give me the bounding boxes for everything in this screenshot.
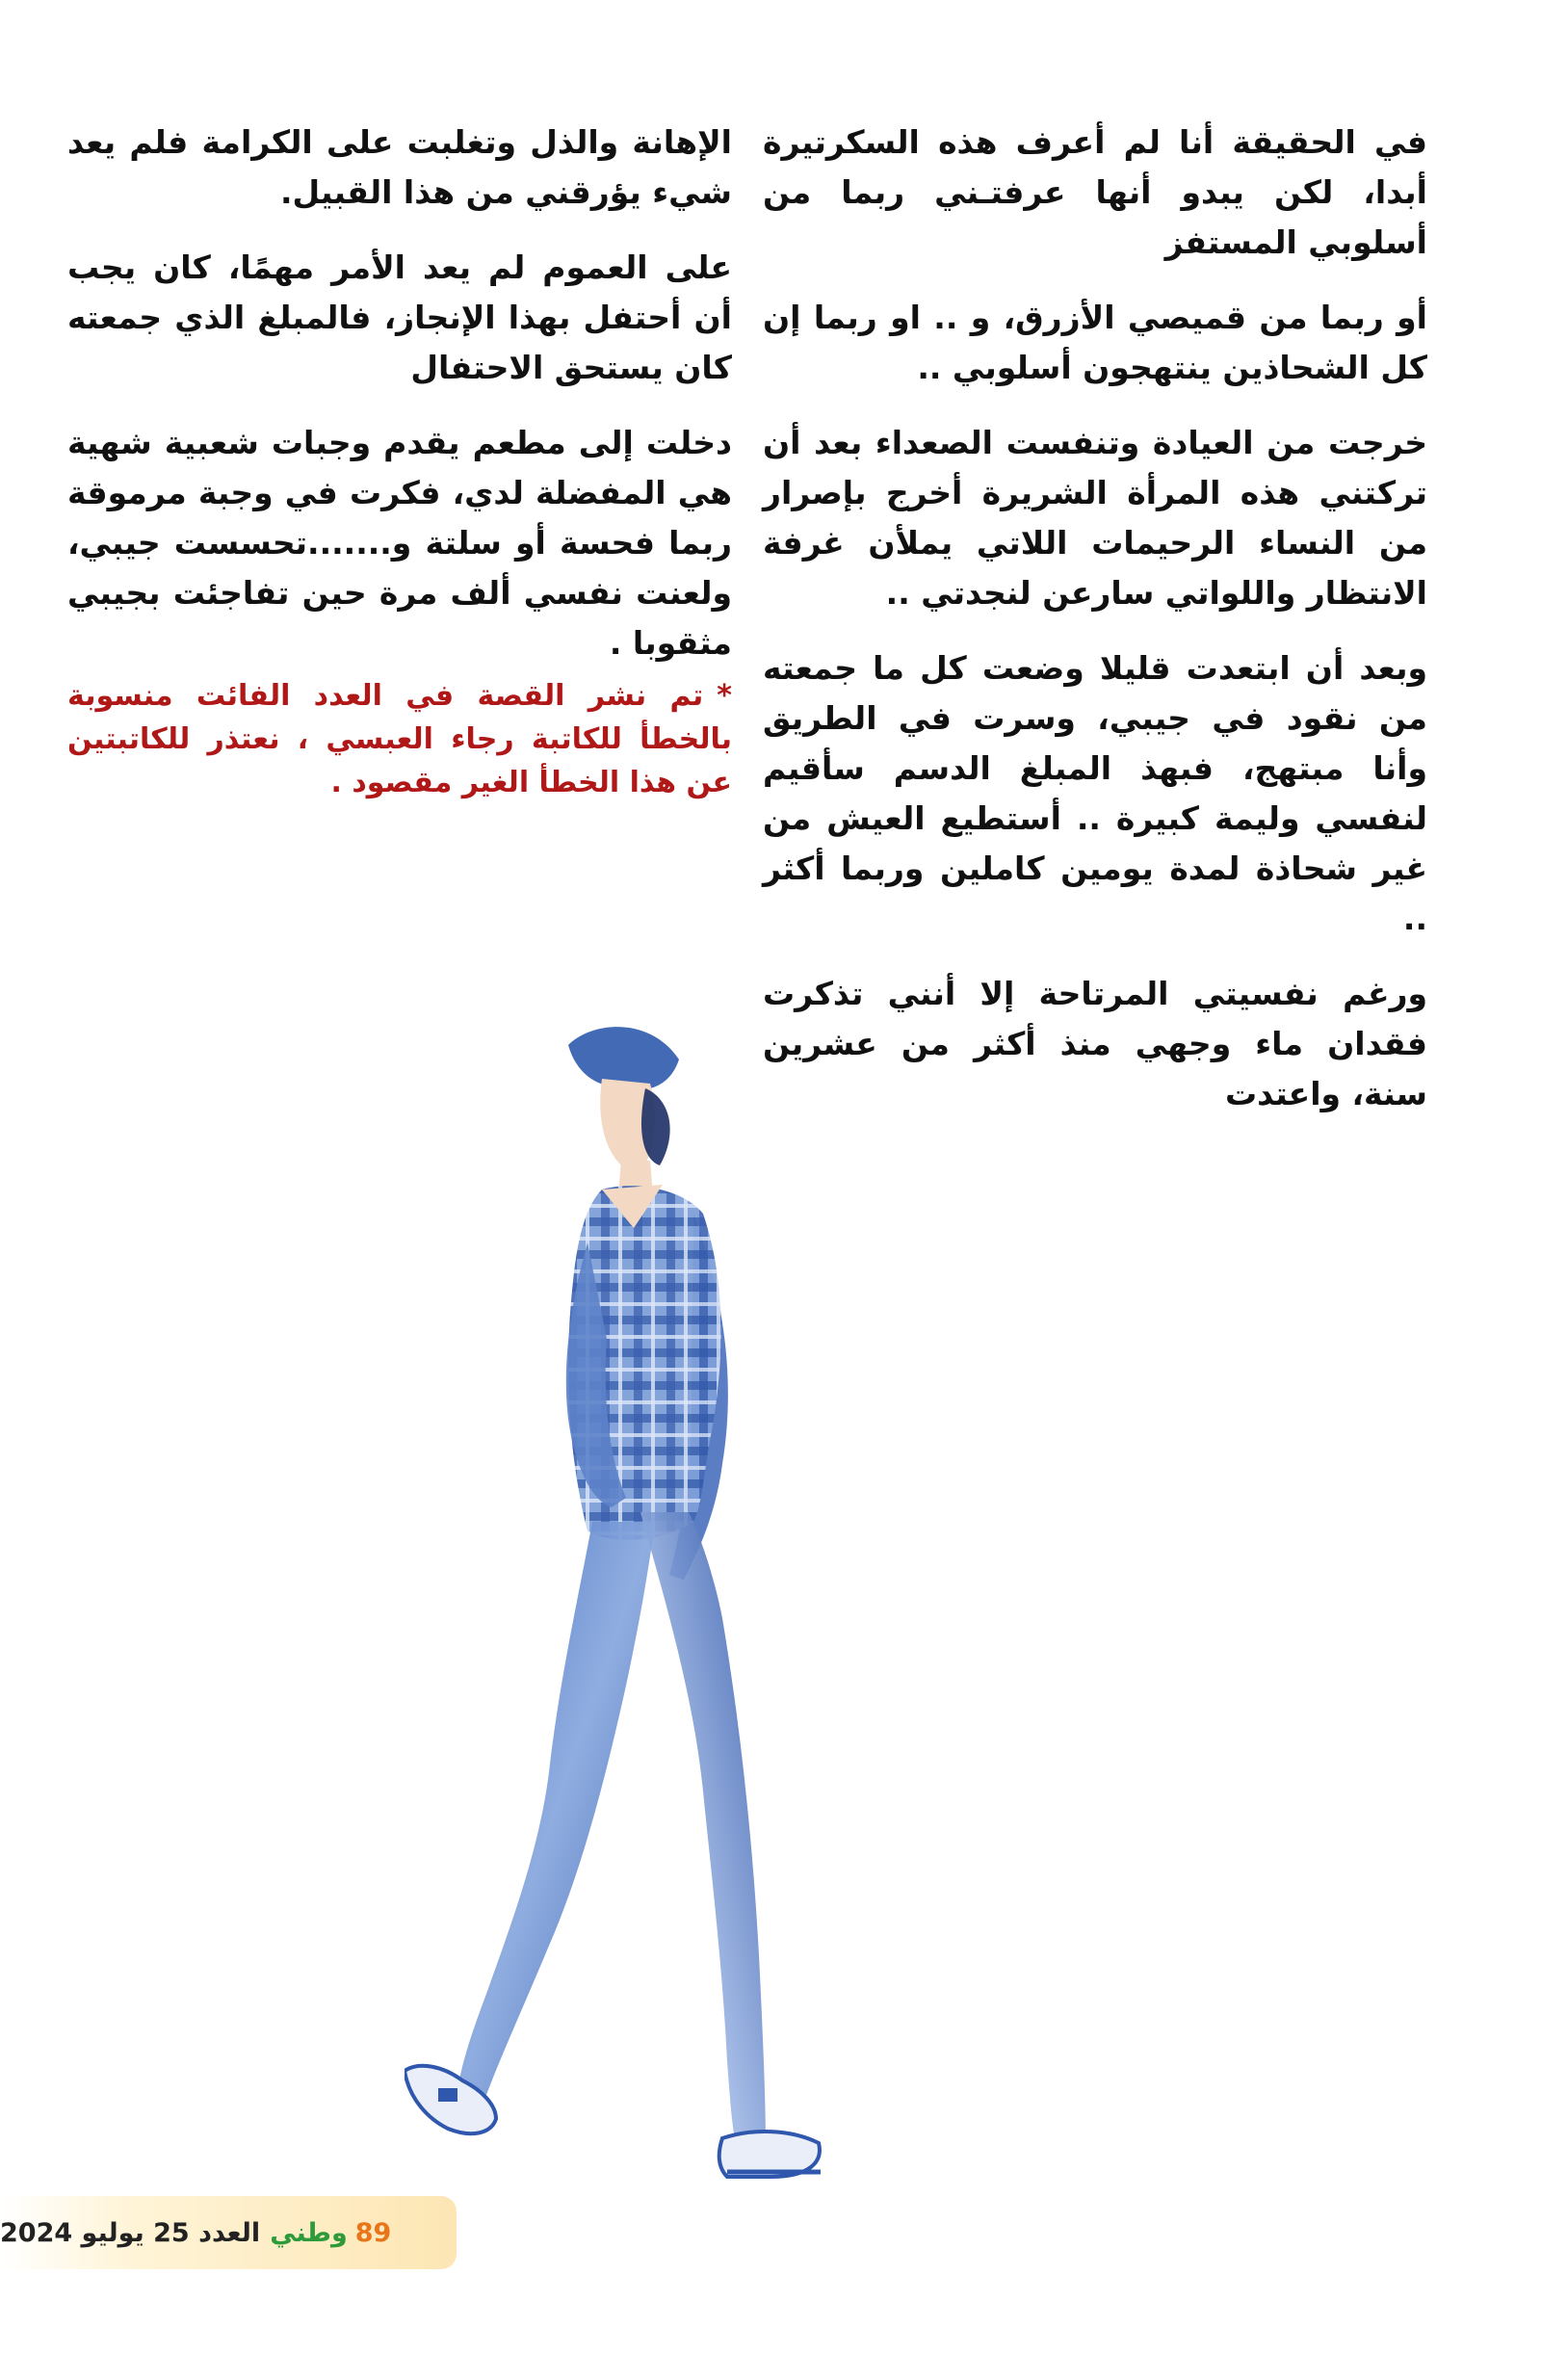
article-column-left	[67, 118, 732, 693]
page-number: 89	[354, 2217, 392, 2248]
paragraph: ورغم نفسيتي المرتاحة إلا أنني تذكرت فقدان ماء وجهي منذ أكثر من عشرين سنة، واعتدت	[763, 975, 1427, 1112]
paragraph: وبعد أن ابتعدت قليلا وضعت كل ما جمعته من نقود في جيبي، وسرت في الطريق وأنا مبتهج، فبهذ المبلغ الدسم سأقيم لنفسي وليمة كبيرة .. أستطيع العيش من غير شحاذة لمدة يومين كاملين وربما أكثر ..	[763, 649, 1427, 937]
article-column-right	[763, 118, 1427, 1144]
magazine-brand: وطني	[270, 2217, 348, 2248]
issue-info: العدد 25 يوليو 2024	[0, 2217, 261, 2248]
note-text: تم نشر القصة في العدد الفائت منسوبة بالخطأ للكاتبة رجاء العبسي ، نعتذر للكاتبتين عن هذا الخطأ الغير مقصود .	[67, 679, 732, 799]
page-footer	[0, 2196, 457, 2269]
paragraph: خرجت من العيادة وتنفست الصعداء بعد أن تركتني هذه المرأة الشريرة أخرج بإصرار من النساء الرحيمات اللاتي يملأن غرفة الانتظار واللواتي سارعن لنجدتي ..	[763, 424, 1427, 612]
walking-man-watercolor-icon	[405, 1021, 1059, 2206]
paragraph: على العموم لم يعد الأمر مهمًا، كان يجب أن أحتفل بهذا الإنجاز، فالمبلغ الذي جمعته كان يستحق الاحتفال	[67, 248, 732, 386]
correction-note	[67, 674, 732, 804]
paragraph: أو ربما من قميصي الأزرق، و .. او ربما إن كل الشحاذين ينتهجون أسلوبي ..	[763, 299, 1427, 386]
paragraph: دخلت إلى مطعم يقدم وجبات شعبية شهية هي المفضلة لدي، فكرت في وجبة مرموقة ربما فحسة أو سلتة و.......تحسست جيبي، ولعنت نفسي ألف مرة حين تفاجئت بجيبي مثقوبا .	[67, 424, 732, 662]
paragraph: في الحقيقة أنا لم أعرف هذه السكرتيرة أبدا، لكن يبدو أنها عرفتـني ربما من أسلوبي المستفز	[763, 123, 1427, 261]
note-star: *	[717, 679, 732, 713]
paragraph: الإهانة والذل وتغلبت على الكرامة فلم يعد شيء يؤرقني من هذا القبيل.	[67, 123, 732, 211]
